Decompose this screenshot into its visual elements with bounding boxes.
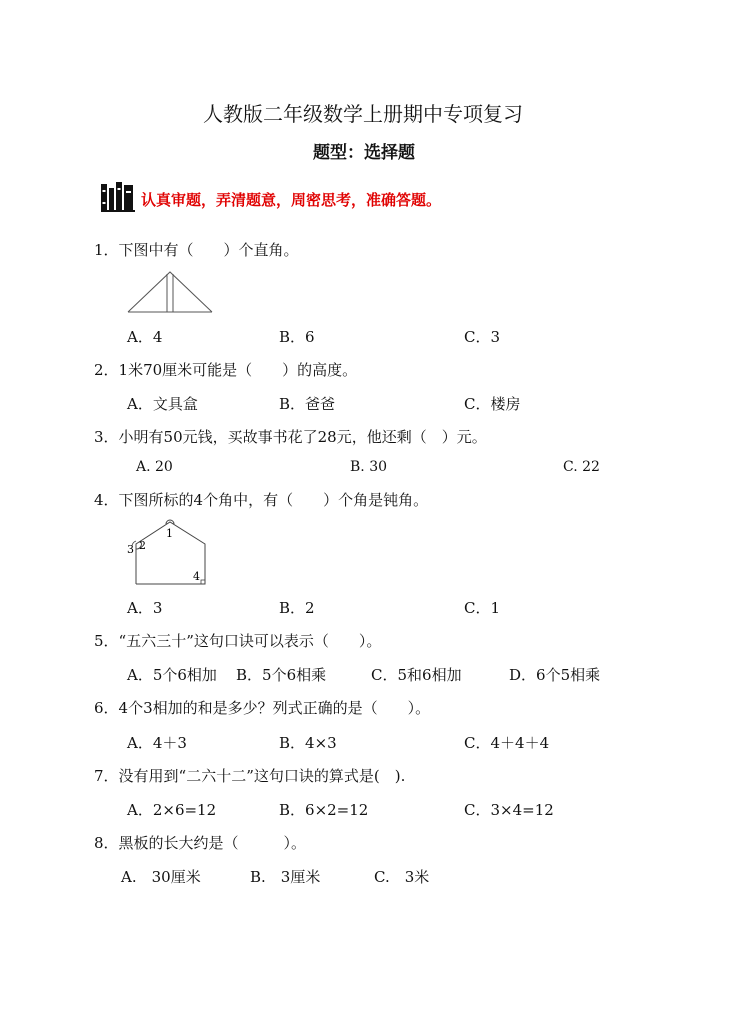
books-icon: [101, 182, 135, 212]
option-c[interactable]: C．5和6相加: [371, 666, 462, 684]
option-a[interactable]: A．4: [127, 328, 163, 346]
question-7: [94, 765, 405, 786]
page-title: 人教版二年级数学上册期中专项复习: [203, 102, 523, 126]
question-text: 下图中有（ ）个直角。: [118, 241, 299, 259]
question-3: [94, 426, 487, 447]
option-c[interactable]: C. 22: [563, 459, 600, 475]
question-text: 黑板的长大约是（ ）。: [118, 834, 307, 852]
angle-label-4: 4: [193, 570, 200, 583]
question-4: [94, 489, 428, 510]
angle-label-2: 2: [139, 539, 146, 552]
question-text: 4个3相加的和是多少？列式正确的是（ ）。: [118, 699, 431, 717]
question-number: 5．: [94, 632, 119, 650]
question-number: 7．: [94, 767, 119, 785]
option-a[interactable]: A．4＋3: [127, 734, 187, 752]
page-subtitle: 题型：选择题: [313, 143, 415, 163]
question-text: “五六三十”这句口诀可以表示（ ）。: [118, 632, 382, 650]
question-number: 8．: [94, 834, 119, 852]
house-figure: [124, 516, 216, 588]
option-b[interactable]: B. 30: [350, 459, 388, 475]
angle-label-1: 1: [166, 527, 173, 540]
option-a[interactable]: A．文具盒: [127, 395, 198, 413]
option-a[interactable]: A. 20: [136, 459, 173, 475]
option-b[interactable]: B．6: [279, 328, 315, 346]
instruction-tip: 认真审题，弄清题意，周密思考，准确答题。: [141, 191, 442, 209]
question-number: 4．: [94, 491, 119, 509]
question-1: [94, 239, 299, 260]
question-8: [94, 832, 306, 853]
option-a[interactable]: A．3: [127, 599, 163, 617]
option-a[interactable]: A．5个6相加: [127, 666, 217, 684]
option-c[interactable]: C．4＋4＋4: [464, 734, 550, 752]
option-b[interactable]: B．爸爸: [279, 395, 336, 413]
question-number: 3．: [94, 428, 119, 446]
option-b[interactable]: B. 3厘米: [250, 868, 321, 886]
option-d[interactable]: D．6个5相乘: [509, 666, 601, 684]
question-number: 2．: [94, 361, 119, 379]
option-a[interactable]: A．2×6=12: [127, 801, 217, 819]
question-text: 小明有50元钱，买故事书花了28元，他还剩（ ）元。: [118, 428, 487, 446]
option-c[interactable]: C．楼房: [464, 395, 521, 413]
option-b[interactable]: B．5个6相乘: [236, 666, 327, 684]
option-c[interactable]: C．3×4=12: [464, 801, 554, 819]
option-c[interactable]: C. 3米: [374, 868, 430, 886]
option-c[interactable]: C．1: [464, 599, 501, 617]
option-c[interactable]: C．3: [464, 328, 501, 346]
angle-label-3: 3: [127, 543, 134, 556]
triangle-figure: [126, 270, 216, 316]
question-text: 下图所标的4个角中，有（ ）个角是钝角。: [118, 491, 429, 509]
option-a[interactable]: A. 30厘米: [121, 868, 201, 886]
question-text: 1米70厘米可能是（ ）的高度。: [118, 361, 358, 379]
question-number: 1．: [94, 241, 119, 259]
question-text: 没有用到“二六十二”这句口诀的算式是( ).: [118, 767, 406, 785]
option-b[interactable]: B．4×3: [279, 734, 337, 752]
option-b[interactable]: B．2: [279, 599, 315, 617]
question-number: 6．: [94, 699, 119, 717]
question-5: [94, 630, 381, 651]
question-6: [94, 697, 430, 718]
option-b[interactable]: B．6×2=12: [279, 801, 369, 819]
question-2: [94, 359, 357, 380]
